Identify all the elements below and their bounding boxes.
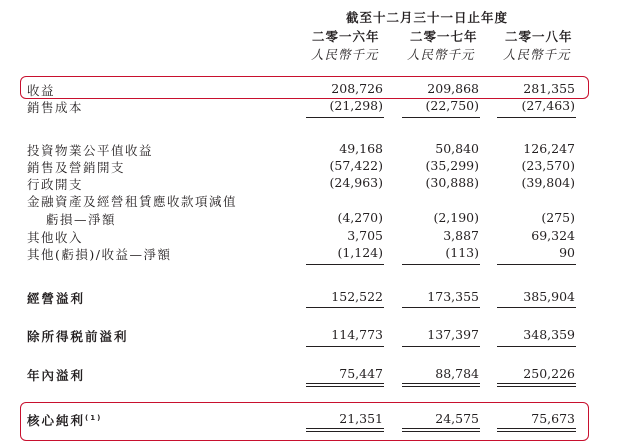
subtotal-rule <box>306 264 384 265</box>
selling-2018: (23,570) <box>521 158 575 173</box>
core-2016: 21,351 <box>339 411 383 426</box>
subtotal-rule <box>402 307 480 308</box>
revenue-2017: 209,868 <box>427 81 479 96</box>
revenue-2018: 281,355 <box>523 81 575 96</box>
subtotal-rule <box>497 117 576 118</box>
profit-for-year-label: 年內溢利 <box>27 368 86 383</box>
annual-2017: 88,784 <box>435 366 479 381</box>
impair-2018: (275) <box>541 210 575 225</box>
total-double-rule <box>402 383 480 384</box>
admin-2018: (39,804) <box>521 175 575 190</box>
year-2018-heading: 二零一八年 <box>505 29 573 44</box>
admin-2017: (30,888) <box>425 175 479 190</box>
op-2017: 173,355 <box>427 289 479 304</box>
admin-2016: (24,963) <box>329 175 383 190</box>
other-net-2017: (113) <box>445 245 479 260</box>
fv-2018: 126,247 <box>523 141 575 156</box>
core-2017: 24,575 <box>435 411 479 426</box>
cost-2018: (27,463) <box>521 98 575 113</box>
subtotal-rule <box>497 264 576 265</box>
fair-value-gains-label: 投資物業公平值收益 <box>27 143 154 158</box>
impair-2017: (2,190) <box>433 210 479 225</box>
other-income-label: 其他收入 <box>27 230 84 245</box>
op-2018: 385,904 <box>523 289 575 304</box>
year-2016-heading: 二零一六年 <box>312 29 380 44</box>
other-net-2018: 90 <box>559 245 575 260</box>
total-double-rule <box>497 383 576 384</box>
pretax-2016: 114,773 <box>331 327 383 342</box>
period-heading: 截至十二月三十一日止年度 <box>346 10 509 25</box>
selling-2016: (57,422) <box>329 158 383 173</box>
operating-profit-label: 經營溢利 <box>27 291 86 306</box>
subtotal-rule <box>306 346 384 347</box>
annual-2018: 250,226 <box>523 366 575 381</box>
subtotal-rule <box>497 346 576 347</box>
other-income-2016: 3,705 <box>347 228 383 243</box>
total-double-rule <box>497 431 576 432</box>
pretax-2018: 348,359 <box>523 327 575 342</box>
total-double-rule <box>306 428 384 429</box>
fv-2017: 50,840 <box>435 141 479 156</box>
profit-before-tax-label: 除所得税前溢利 <box>27 329 129 344</box>
total-double-rule <box>497 428 576 429</box>
annual-2016: 75,447 <box>339 366 383 381</box>
other-income-2017: 3,887 <box>443 228 479 243</box>
other-income-2018: 69,324 <box>531 228 575 243</box>
subtotal-rule <box>497 307 576 308</box>
currency-2018: 人民幣千元 <box>503 47 571 62</box>
core-net-profit-label: 核心純利$^{(1)}$ <box>27 413 103 428</box>
footnote-marker: (1) <box>85 413 103 422</box>
total-double-rule <box>402 428 480 429</box>
op-2016: 152,522 <box>331 289 383 304</box>
total-double-rule <box>402 431 480 432</box>
pretax-2017: 137,397 <box>427 327 479 342</box>
cost-2016: (21,298) <box>329 98 383 113</box>
revenue-2016: 208,726 <box>331 81 383 96</box>
selling-2017: (35,299) <box>425 158 479 173</box>
total-double-rule <box>306 431 384 432</box>
subtotal-rule <box>402 346 480 347</box>
total-double-rule <box>306 386 384 387</box>
total-double-rule <box>306 383 384 384</box>
core-2018: 75,673 <box>531 411 575 426</box>
subtotal-rule <box>306 307 384 308</box>
subtotal-rule <box>306 117 384 118</box>
impairment-label-line2: 虧損—淨額 <box>46 212 117 227</box>
subtotal-rule <box>402 264 480 265</box>
impair-2016: (4,270) <box>337 210 383 225</box>
total-double-rule <box>497 386 576 387</box>
subtotal-rule <box>402 117 480 118</box>
total-double-rule <box>402 386 480 387</box>
revenue-label: 收益 <box>27 83 56 98</box>
other-net-2016: (1,124) <box>337 245 383 260</box>
cost-of-sales-label: 銷售成本 <box>27 100 84 115</box>
year-2017-heading: 二零一七年 <box>410 29 478 44</box>
other-net-label: 其他(虧損)/收益—淨額 <box>27 247 172 262</box>
fv-2016: 49,168 <box>339 141 383 156</box>
impairment-label-line1: 金融資產及經營租賃應收款項減值 <box>27 194 238 209</box>
cost-2017: (22,750) <box>425 98 479 113</box>
currency-2016: 人民幣千元 <box>311 47 379 62</box>
selling-expenses-label: 銷售及營銷開支 <box>27 160 126 175</box>
currency-2017: 人民幣千元 <box>407 47 475 62</box>
admin-expenses-label: 行政開支 <box>27 177 84 192</box>
